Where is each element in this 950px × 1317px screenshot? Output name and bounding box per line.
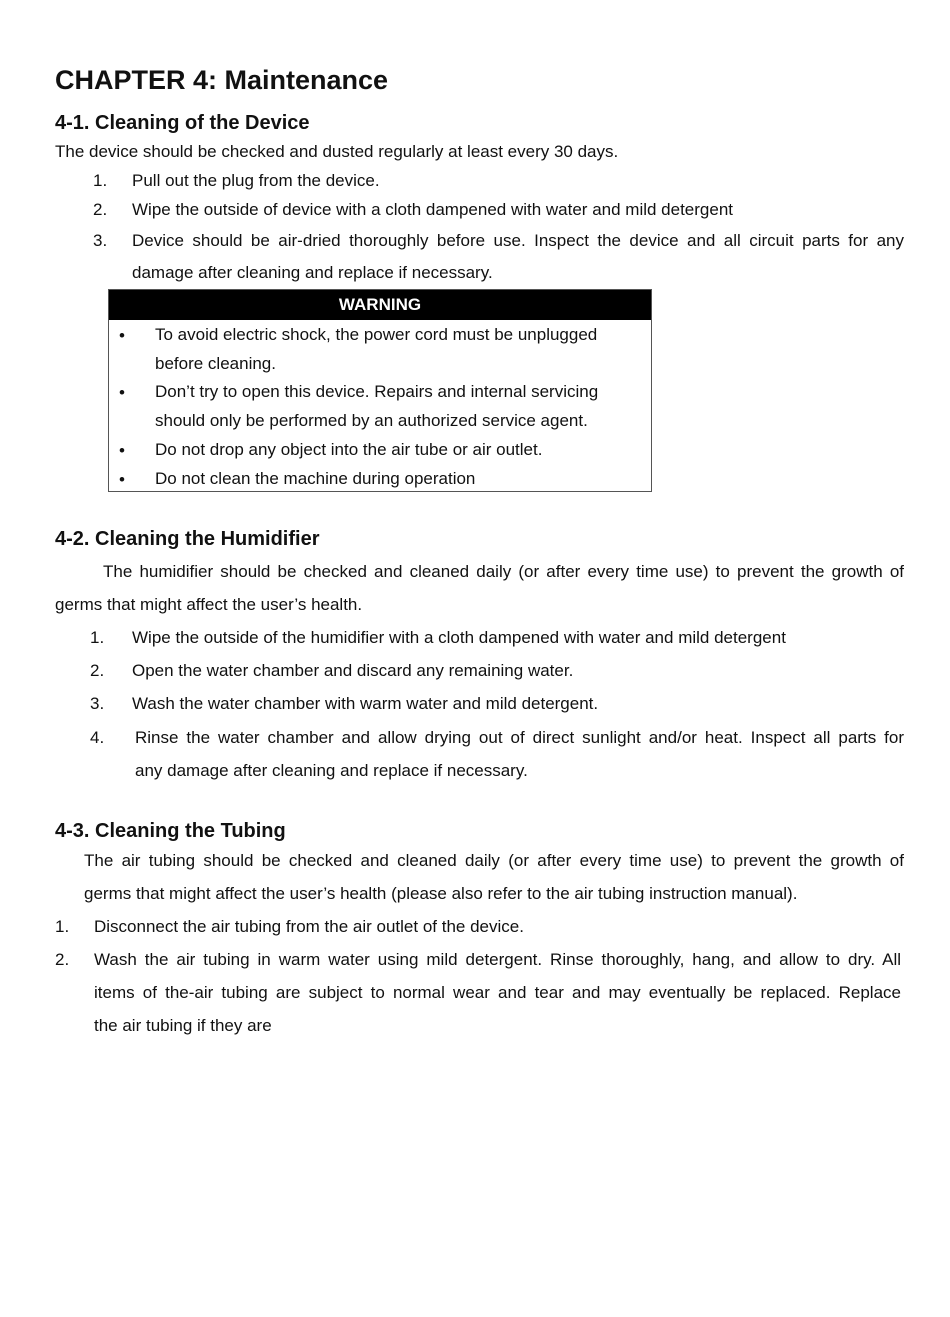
- warning-title: WARNING: [109, 290, 651, 320]
- section-heading-4-1: 4-1. Cleaning of the Device: [55, 112, 310, 134]
- list-item: Pull out the plug from the device.: [132, 171, 380, 190]
- warning-line: before cleaning.: [155, 354, 276, 373]
- list-item: Wash the water chamber with warm water and mild detergent.: [132, 694, 599, 713]
- section-heading-4-3: 4-3. Cleaning the Tubing: [55, 820, 286, 842]
- bullet: •: [119, 383, 125, 402]
- list-item-line: Device should be air-dried thoroughly before use. Inspect the device and all circuit parts for any: [132, 231, 904, 250]
- list-number: 3.: [90, 694, 105, 713]
- list-item: Wipe the outside of device with a cloth dampened with water and mild detergent: [132, 200, 734, 219]
- section-4-3-intro-line: The air tubing should be checked and cleaned daily (or after every time use) to prevent the growth of: [84, 851, 904, 870]
- bullet: •: [119, 326, 125, 345]
- list-number: 1.: [55, 917, 70, 936]
- list-item-line: damage after cleaning and replace if necessary.: [132, 263, 493, 282]
- list-item-line: Wash the air tubing in warm water using mild detergent. Rinse thoroughly, hang, and allow to dry. All: [94, 950, 901, 969]
- section-4-1-intro: The device should be checked and dusted regularly at least every 30 days.: [55, 142, 619, 161]
- list-item-line: any damage after cleaning and replace if necessary.: [135, 761, 528, 780]
- list-item: Disconnect the air tubing from the air outlet of the device.: [94, 917, 524, 936]
- warning-bullet-4: [155, 464, 645, 493]
- warning-box: [108, 289, 652, 492]
- list-item-line: Rinse the water chamber and allow drying out of direct sunlight and/or heat. Inspect all parts for: [135, 728, 904, 747]
- list-number: 3.: [93, 231, 108, 250]
- warning-bullet-3: [155, 435, 645, 464]
- warning-line: Don’t try to open this device. Repairs and internal servicing: [155, 382, 599, 401]
- list-number: 2.: [93, 200, 108, 219]
- warning-line: To avoid electric shock, the power cord must be unplugged: [155, 325, 598, 344]
- warning-line: Do not clean the machine during operation: [155, 469, 476, 488]
- list-number: 4.: [90, 728, 105, 747]
- warning-line: Do not drop any object into the air tube or air outlet.: [155, 440, 543, 459]
- chapter-title: CHAPTER 4: Maintenance: [55, 65, 389, 95]
- list-number: 2.: [90, 661, 105, 680]
- warning-bullet-2: [155, 377, 645, 435]
- list-item-line: the air tubing if they are: [94, 1016, 272, 1035]
- list-item: Open the water chamber and discard any remaining water.: [132, 661, 574, 680]
- warning-line: should only be performed by an authorized service agent.: [155, 411, 588, 430]
- section-heading-4-2: 4-2. Cleaning the Humidifier: [55, 528, 320, 550]
- list-number: 1.: [90, 628, 105, 647]
- list-number: 1.: [93, 171, 108, 190]
- bullet: •: [119, 441, 125, 460]
- list-number: 2.: [55, 950, 70, 969]
- section-4-2-intro-line: germs that might affect the user’s health.: [55, 595, 363, 614]
- list-item: Wipe the outside of the humidifier with a cloth dampened with water and mild detergent: [132, 628, 786, 647]
- list-item-line: items of the-air tubing are subject to normal wear and tear and may eventually be replaced. Replace: [94, 983, 901, 1002]
- section-4-2-intro-line: The humidifier should be checked and cleaned daily (or after every time use) to prevent the growth of: [103, 562, 904, 581]
- section-4-3-intro-line: germs that might affect the user’s health (please also refer to the air tubing instruction manual).: [84, 884, 798, 903]
- warning-bullet-1: [155, 320, 645, 378]
- bullet: •: [119, 470, 125, 489]
